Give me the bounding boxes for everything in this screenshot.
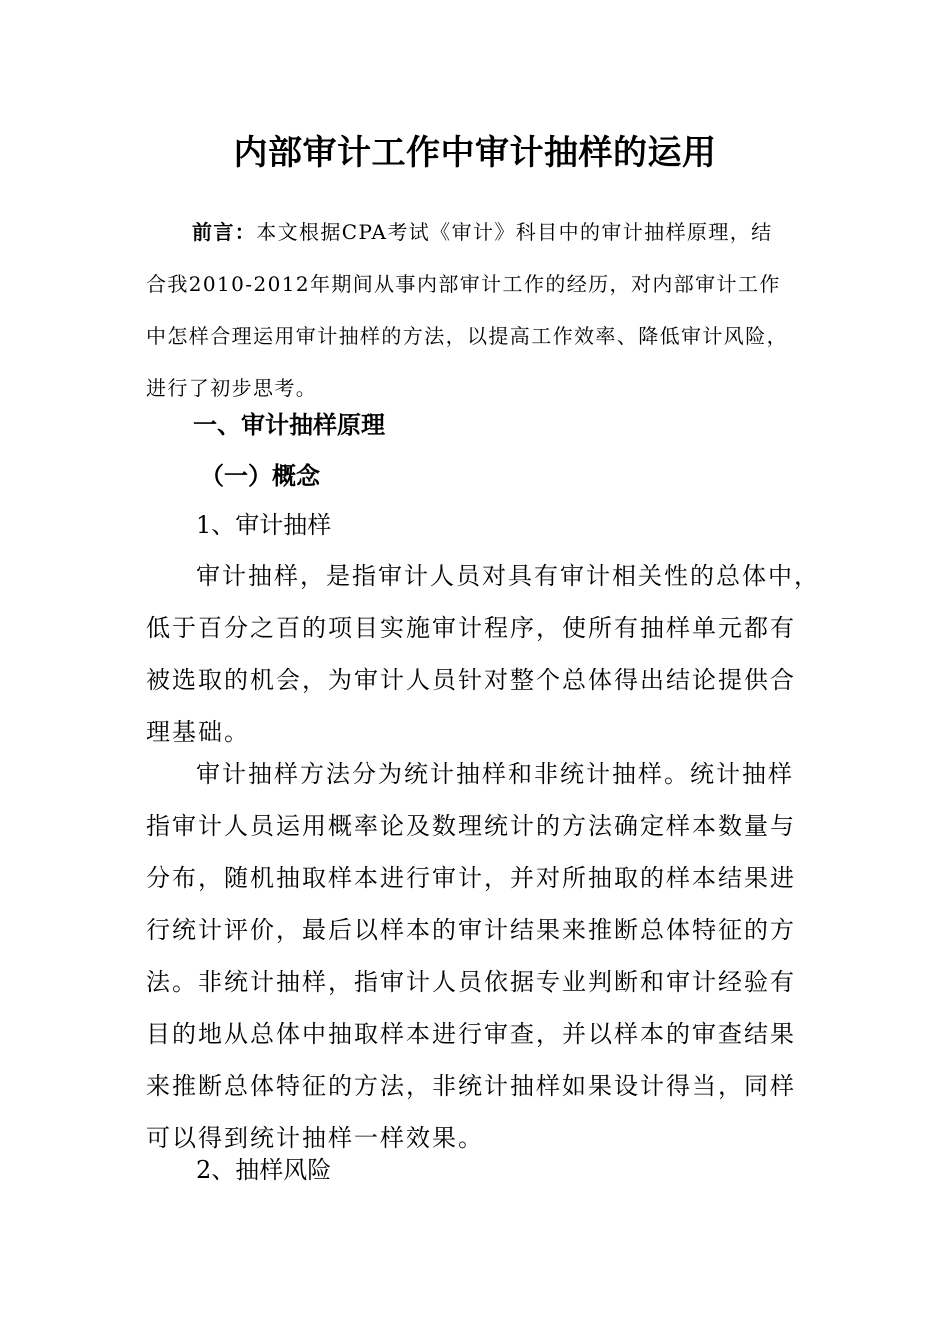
- item-heading: 2、抽样风险: [196, 1156, 332, 1184]
- preface-line: 中怎样合理运用审计抽样的方法，以提高工作效率、降低审计风险，: [146, 324, 788, 348]
- paragraph-line: 审计抽样，是指审计人员对具有审计相关性的总体中，: [196, 562, 820, 590]
- paragraph-line: 审计抽样方法分为统计抽样和非统计抽样。统计抽样: [196, 760, 794, 788]
- preface-paragraph: [146, 206, 806, 414]
- paragraph-line: 目的地从总体中抽取样本进行审查，并以样本的审查结果: [146, 1020, 796, 1048]
- preface-line: 合我2010-2012年期间从事内部审计工作的经历，对内部审计工作: [146, 272, 781, 296]
- preface-line: 进行了初步思考。: [146, 376, 318, 400]
- body-paragraph: [146, 550, 820, 758]
- paragraph-line: 法。非统计抽样，指审计人员依据专业判断和审计经验有: [146, 968, 796, 996]
- subsection-heading: （一）概念: [200, 462, 320, 490]
- item-heading: 1、审计抽样: [196, 511, 332, 539]
- preface-label: 前言：: [192, 220, 257, 244]
- paragraph-line: 理基础。: [146, 718, 250, 746]
- paragraph-line: 来推断总体特征的方法，非统计抽样如果设计得当，同样: [146, 1072, 796, 1100]
- paragraph-line: 分布，随机抽取样本进行审计，并对所抽取的样本结果进: [146, 864, 796, 892]
- document-title: 内部审计工作中审计抽样的运用: [233, 133, 717, 173]
- paragraph-line: 被选取的机会，为审计人员针对整个总体得出结论提供合: [146, 666, 796, 694]
- preface-line: [146, 206, 806, 258]
- section-heading: 一、审计抽样原理: [193, 411, 385, 439]
- paragraph-line: 可以得到统计抽样一样效果。: [146, 1124, 484, 1152]
- paragraph-line: 指审计人员运用概率论及数理统计的方法确定样本数量与: [146, 812, 796, 840]
- body-paragraph: [146, 748, 816, 1164]
- preface-text: 本文根据CPA考试《审计》科目中的审计抽样原理，结: [256, 220, 773, 244]
- paragraph-line: 行统计评价，最后以样本的审计结果来推断总体特征的方: [146, 916, 796, 944]
- paragraph-line: 低于百分之百的项目实施审计程序，使所有抽样单元都有: [146, 614, 796, 642]
